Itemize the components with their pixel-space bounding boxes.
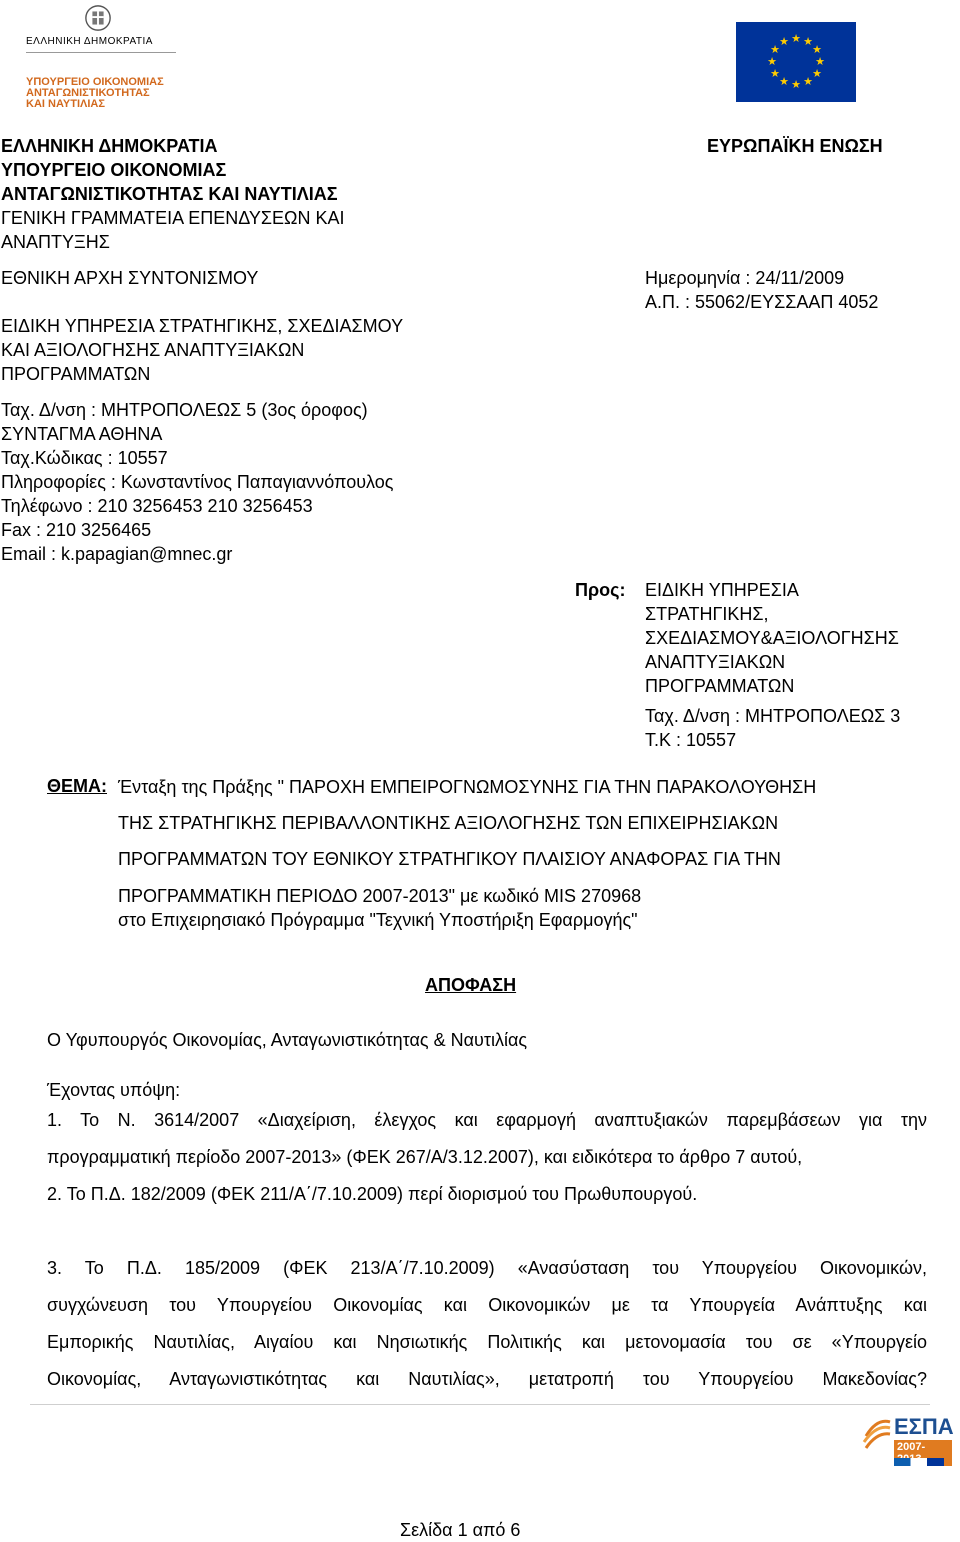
subject-line3: ΠΡΟΓΡΑΜΜΑΤΩΝ ΤΟΥ ΕΘΝΙΚΟΥ ΣΤΡΑΤΗΓΙΚΟΥ ΠΛΑΙΣΙΟΥ ΑΝΑΦΟΡΑΣ ΓΙΑ ΤΗΝ — [118, 849, 781, 869]
subject-line4: ΠΡΟΓΡΑΜΜΑΤΙΚΗ ΠΕΡΙΟΔΟ 2007-2013" με κωδικό MIS 270968 — [118, 886, 642, 906]
logo-ministry-line2: ΑΝΤΑΓΩΝΙΣΤΙΚΟΤΗΤΑΣ — [26, 87, 150, 99]
logo-ministry-line1: ΥΠΟΥΡΓΕΙΟ ΟΙΚΟΝΟΜΙΑΣ — [26, 76, 164, 88]
sender-secretariat-line1: ΓΕΝΙΚΗ ΓΡΑΜΜΑΤΕΙΑ ΕΠΕΝΔΥΣΕΩΝ ΚΑΙ — [1, 208, 345, 228]
logo-ministry-line3: ΚΑΙ ΝΑΥΤΙΛΙΑΣ — [26, 98, 105, 110]
flags-icon — [894, 1458, 944, 1466]
coat-of-arms-icon — [84, 4, 112, 32]
espa-years: 2007- — [894, 1440, 952, 1466]
recipient-postcode: Τ.Κ : 10557 — [645, 730, 737, 750]
subject-line1: Ένταξη της Πράξης " ΠΑΡΟΧΗ ΕΜΠΕΙΡΟΓΝΩΜΟΣΥΝΗΣ ΓΙΑ ΤΗΝ ΠΑΡΑΚΟΛΟΥΘΗΣΗ — [118, 777, 817, 797]
svg-text:★: ★ — [770, 67, 780, 80]
recipient-line5: ΠΡΟΓΡΑΜΜΑΤΩΝ — [645, 676, 795, 696]
sender-info: Πληροφορίες : Κωνσταντίνος Παπαγιαννόπουλος — [1, 472, 394, 492]
logo-divider — [26, 52, 176, 53]
minister-line: Ο Υφυπουργός Οικονομίας, Ανταγωνιστικότητας & Ναυτιλίας — [47, 1030, 528, 1050]
svg-text:★: ★ — [815, 55, 825, 68]
sender-ministry-line1: ΥΠΟΥΡΓΕΙΟ ΟΙΚΟΝΟΜΙΑΣ — [1, 160, 227, 180]
sender-republic: ΕΛΛΗΝΙΚΗ ΔΗΜΟΚΡΑΤΙΑ — [1, 136, 218, 156]
item-2: 2. Το Π.Δ. 182/2009 (ΦΕΚ 211/Α΄/7.10.2009) περί διορισμού του Πρωθυπουργού. — [47, 1184, 698, 1204]
footer-divider — [30, 1404, 930, 1405]
sender-service-line1: ΕΙΔΙΚΗ ΥΠΗΡΕΣΙΑ ΣΤΡΑΤΗΓΙΚΗΣ, ΣΧΕΔΙΑΣΜΟΥ — [1, 316, 404, 336]
sender-address-line1: Ταχ. Δ/νση : ΜΗΤΡΟΠΟΛΕΩΣ 5 (3ος όροφος) — [1, 400, 368, 420]
item-1 — [47, 1108, 927, 1182]
sender-phone: Τηλέφωνο : 210 3256453 210 3256453 — [1, 496, 313, 516]
item-3 — [47, 1256, 927, 1404]
svg-text:★: ★ — [791, 32, 801, 45]
sender-email[interactable]: Email : k.papagian@mnec.gr — [1, 544, 233, 564]
item-3-line2: συγχώνευση του Υπουργείου Οικονομίας και Οικονομικών με τα Υπουργεία Ανάπτυξης και — [47, 1295, 927, 1315]
sender-postcode: Ταχ.Κώδικας : 10557 — [1, 448, 168, 468]
sender-service-line2: ΚΑΙ ΑΞΙΟΛΟΓΗΣΗΣ ΑΝΑΠΤΥΞΙΑΚΩΝ — [1, 340, 305, 360]
espa-text: ΕΣΠΑ — [894, 1414, 954, 1439]
sender-ministry-line2: ΑΝΤΑΓΩΝΙΣΤΙΚΟΤΗΤΑΣ ΚΑΙ ΝΑΥΤΙΛΙΑΣ — [1, 184, 338, 204]
recipient-line1: ΕΙΔΙΚΗ ΥΠΗΡΕΣΙΑ — [645, 580, 799, 600]
recipient-line3: ΣΧΕΔΙΑΣΜΟΥ&ΑΞΙΟΛΟΓΗΣΗΣ — [645, 628, 899, 648]
subject-line2: ΤΗΣ ΣΤΡΑΤΗΓΙΚΗΣ ΠΕΡΙΒΑΛΛΟΝΤΙΚΗΣ ΑΞΙΟΛΟΓΗΣΗΣ ΤΩΝ ΕΠΙΧΕΙΡΗΣΙΑΚΩΝ — [118, 813, 779, 833]
svg-text:★: ★ — [812, 67, 822, 80]
svg-text:★: ★ — [812, 43, 822, 56]
svg-text:★: ★ — [779, 75, 789, 88]
item-3-line4: Οικονομίας, Ανταγωνιστικότητας και Ναυτιλίας», μετατροπή του Υπουργείου Μακεδονίας? — [47, 1369, 927, 1389]
item-3-line3: Εμπορικής Ναυτιλίας, Αιγαίου και Νησιωτικής Πολιτικής και μετονομασία του σε «Υπουργείο — [47, 1332, 927, 1352]
recipient-address: Ταχ. Δ/νση : ΜΗΤΡΟΠΟΛΕΩΣ 3 — [645, 706, 901, 726]
sender-address-line2: ΣΥΝΤΑΓΜΑ ΑΘΗΝΑ — [1, 424, 163, 444]
document-date: Ημερομηνία : 24/11/2009 — [645, 268, 845, 288]
decision-title: ΑΠΟΦΑΣΗ — [425, 975, 517, 995]
svg-text:★: ★ — [767, 55, 777, 68]
sender-secretariat-line2: ΑΝΑΠΤΥΞΗΣ — [1, 232, 110, 252]
svg-text:★: ★ — [803, 75, 813, 88]
espa-emblem-icon — [862, 1416, 892, 1450]
considering-label: Έχοντας υπόψη: — [47, 1080, 181, 1100]
ministry-logo — [26, 4, 176, 114]
sender-fax: Fax : 210 3256465 — [1, 520, 152, 540]
item-1-line1: 1. Το Ν. 3614/2007 «Διαχείριση, έλεγχος και εφαρμογή αναπτυξιακών παρεμβάσεων για την — [47, 1110, 927, 1130]
subject-line5: στο Επιχειρησιακό Πρόγραμμα "Τεχνική Υποστήριξη Εφαρμογής" — [118, 910, 638, 930]
subject-label: ΘΕΜΑ: — [47, 776, 107, 796]
espa-logo — [862, 1414, 952, 1480]
svg-text:★: ★ — [770, 43, 780, 56]
svg-text:★: ★ — [803, 35, 813, 48]
sender-service-line3: ΠΡΟΓΡΑΜΜΑΤΩΝ — [1, 364, 151, 384]
eu-flag-icon — [736, 22, 856, 102]
svg-text:★: ★ — [791, 78, 801, 91]
item-3-line1: 3. Το Π.Δ. 185/2009 (ΦΕΚ 213/Α΄/7.10.2009) «Ανασύσταση του Υπουργείου Οικονομικών, — [47, 1258, 927, 1278]
svg-text:★: ★ — [779, 35, 789, 48]
eu-label: ΕΥΡΩΠΑΪΚΗ ΕΝΩΣΗ — [707, 136, 883, 156]
sender-authority: ΕΘΝΙΚΗ ΑΡΧΗ ΣΥΝΤΟΝΙΣΜΟΥ — [1, 268, 259, 288]
recipient-line2: ΣΤΡΑΤΗΓΙΚΗΣ, — [645, 604, 769, 624]
logo-republic: ΕΛΛΗΝΙΚΗ ΔΗΜΟΚΡΑΤΙΑ — [26, 36, 153, 47]
recipient-label: Προς: — [575, 580, 626, 600]
protocol-number: Α.Π. : 55062/ΕΥΣΣΑΑΠ 4052 — [645, 292, 879, 312]
page-number: Σελίδα 1 από 6 — [400, 1520, 521, 1540]
item-1-line2: προγραμματική περίοδο 2007-2013» (ΦΕΚ 267/Α/3.12.2007), και ειδικότερα το άρθρο 7 αυτού, — [47, 1147, 803, 1167]
recipient-line4: ΑΝΑΠΤΥΞΙΑΚΩΝ — [645, 652, 786, 672]
